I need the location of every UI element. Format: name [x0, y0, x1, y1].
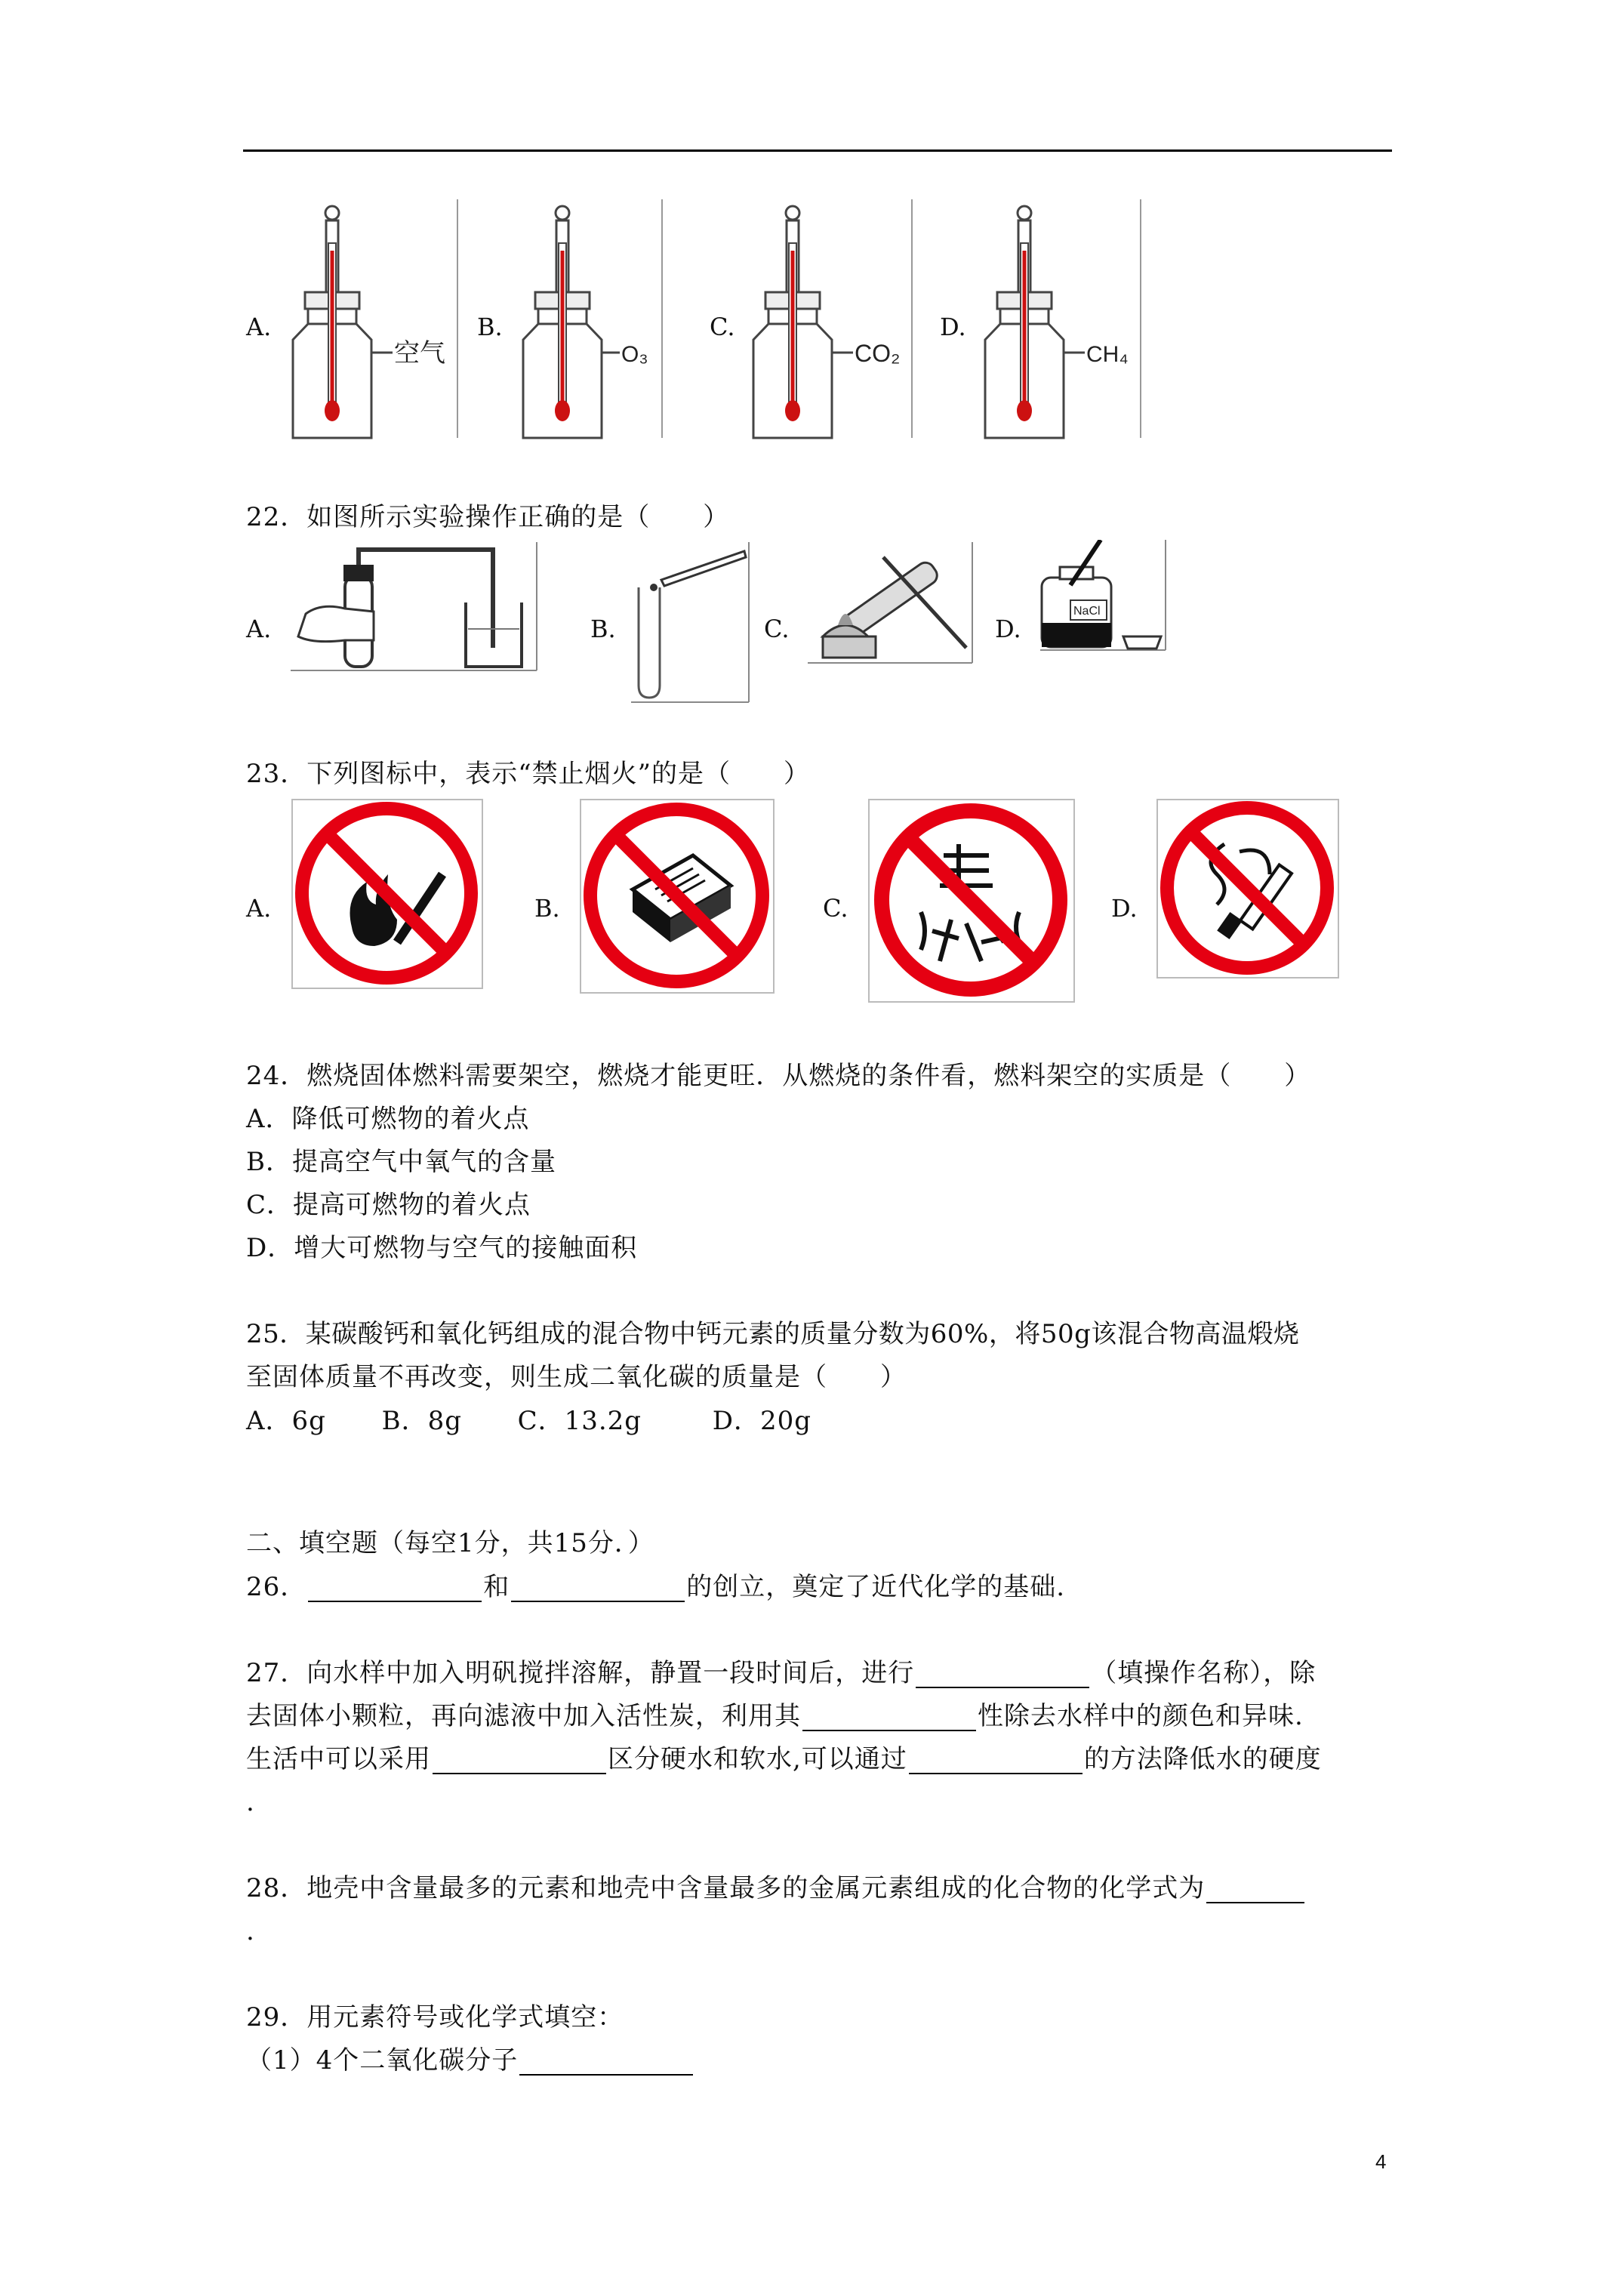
- q27-line2-text-b: 性除去水样中的颜色和异味.: [978, 1701, 1304, 1731]
- q27-line3: [246, 1744, 1322, 1774]
- q24-option-c: C．提高可燃物的着火点: [246, 1190, 531, 1220]
- q21-option-c-figure: [747, 198, 921, 439]
- q27-line1: [246, 1658, 1316, 1688]
- q25-option-d: D．20g: [712, 1406, 812, 1436]
- nacl-label: NaCl: [1073, 605, 1101, 618]
- q21-option-a-gas: 空气: [394, 339, 445, 368]
- q27-line2-text-a: 去固体小颗粒，再向滤液中加入活性炭，利用其: [246, 1701, 801, 1731]
- q23-option-b-letter: B.: [534, 894, 560, 923]
- q23-option-c-figure: [868, 799, 1076, 1004]
- q26: [246, 1572, 1065, 1602]
- q23-option-b-figure: [580, 799, 776, 995]
- q27-line1-text-b: （填操作名称），除: [1091, 1658, 1317, 1688]
- q27-line1-text-a: 27．向水样中加入明矾搅拌溶解，静置一段时间后，进行: [246, 1658, 915, 1688]
- q29-blank-1[interactable]: [519, 2048, 693, 2076]
- q26-blank-1[interactable]: [308, 1575, 482, 1602]
- q28-blank[interactable]: [1206, 1876, 1304, 1903]
- q27-line3-text-a: 生活中可以采用: [246, 1744, 431, 1774]
- q25-line1: 25．某碳酸钙和氧化钙组成的混合物中钙元素的质量分数为60%，将50g该混合物高温煅烧: [246, 1319, 1300, 1349]
- q23-option-c-letter: C.: [823, 894, 848, 923]
- q29-sub1-text: （1）4个二氧化碳分子: [246, 2045, 519, 2076]
- q27-line3-text-c: 的方法降低水的硬度: [1083, 1744, 1322, 1774]
- q21-option-b-gas: O₃: [621, 342, 648, 367]
- q25-options: [246, 1406, 812, 1436]
- q25-option-c: C．13.2g: [517, 1406, 642, 1436]
- q23-stem: 23．下列图标中，表示“禁止烟火”的是（ ）: [246, 759, 811, 789]
- q27-blank-1[interactable]: [916, 1661, 1089, 1688]
- q21-option-c-letter: C.: [710, 313, 735, 341]
- q23-option-d-figure: [1156, 799, 1341, 980]
- q27-blank-4[interactable]: [909, 1747, 1083, 1774]
- q28-end: .: [246, 1916, 255, 1946]
- q21-option-a-figure: [287, 198, 460, 439]
- q21-option-c-gas: CO₂: [855, 340, 901, 367]
- q25-option-a: A．6g: [246, 1406, 326, 1436]
- q21-option-d-figure: [979, 198, 1153, 439]
- q21-option-d-gas: CH₄: [1086, 342, 1129, 367]
- q21-option-d-letter: D.: [940, 313, 966, 341]
- q21-option-a-letter: A.: [246, 313, 272, 341]
- q29-stem: 29．用元素符号或化学式填空：: [246, 2002, 624, 2032]
- q22-option-b-figure: [631, 542, 752, 704]
- q27-blank-2[interactable]: [802, 1704, 976, 1731]
- q26-mid: 和: [483, 1572, 510, 1602]
- q24-option-b: B．提高空气中氧气的含量: [246, 1147, 556, 1177]
- q28-line1: [246, 1873, 1306, 1903]
- q28-text: 28．地壳中含量最多的元素和地壳中含量最多的金属元素组成的化合物的化学式为: [246, 1873, 1206, 1903]
- q23-option-d-letter: D.: [1111, 894, 1138, 923]
- q27-blank-3[interactable]: [433, 1747, 606, 1774]
- q23-option-a-figure: [291, 799, 485, 991]
- q22-option-c-letter: C.: [764, 615, 790, 643]
- q21-option-b-letter: B.: [477, 313, 503, 341]
- header-rule: [243, 149, 1392, 152]
- q25-option-b: B．8g: [381, 1406, 462, 1436]
- q24-option-a: A．降低可燃物的着火点: [246, 1104, 530, 1134]
- q21-option-b-figure: [517, 198, 691, 439]
- q27-line4: .: [246, 1787, 255, 1817]
- q22-option-d-figure: [1040, 540, 1169, 652]
- q22-option-b-letter: B.: [590, 615, 616, 643]
- q22-option-d-letter: D.: [995, 615, 1021, 643]
- q26-prefix: 26．: [246, 1572, 307, 1602]
- q24-option-d: D．增大可燃物与空气的接触面积: [246, 1233, 638, 1263]
- q29-sub1: [246, 2045, 694, 2076]
- page-number: 4: [1375, 2150, 1387, 2173]
- q22-option-c-figure: [808, 542, 974, 664]
- q27-line3-text-b: 区分硬水和软水,可以通过: [608, 1744, 907, 1774]
- q27-line2: [246, 1701, 1304, 1731]
- q23-option-a-letter: A.: [246, 894, 272, 923]
- q22-option-a-letter: A.: [246, 615, 272, 643]
- q22-option-a-figure: [291, 542, 540, 672]
- q26-blank-2[interactable]: [511, 1575, 685, 1602]
- q25-line2: 至固体质量不再改变，则生成二氧化碳的质量是（ ）: [246, 1362, 907, 1392]
- q22-stem: 22．如图所示实验操作正确的是（ ）: [246, 502, 730, 532]
- q24-stem: 24．燃烧固体燃料需要架空，燃烧才能更旺．从燃烧的条件看，燃料架空的实质是（ ）: [246, 1061, 1311, 1091]
- section2-title: 二、填空题（每空1分，共15分．）: [246, 1528, 654, 1558]
- q26-suffix: 的创立，奠定了近代化学的基础.: [686, 1572, 1066, 1602]
